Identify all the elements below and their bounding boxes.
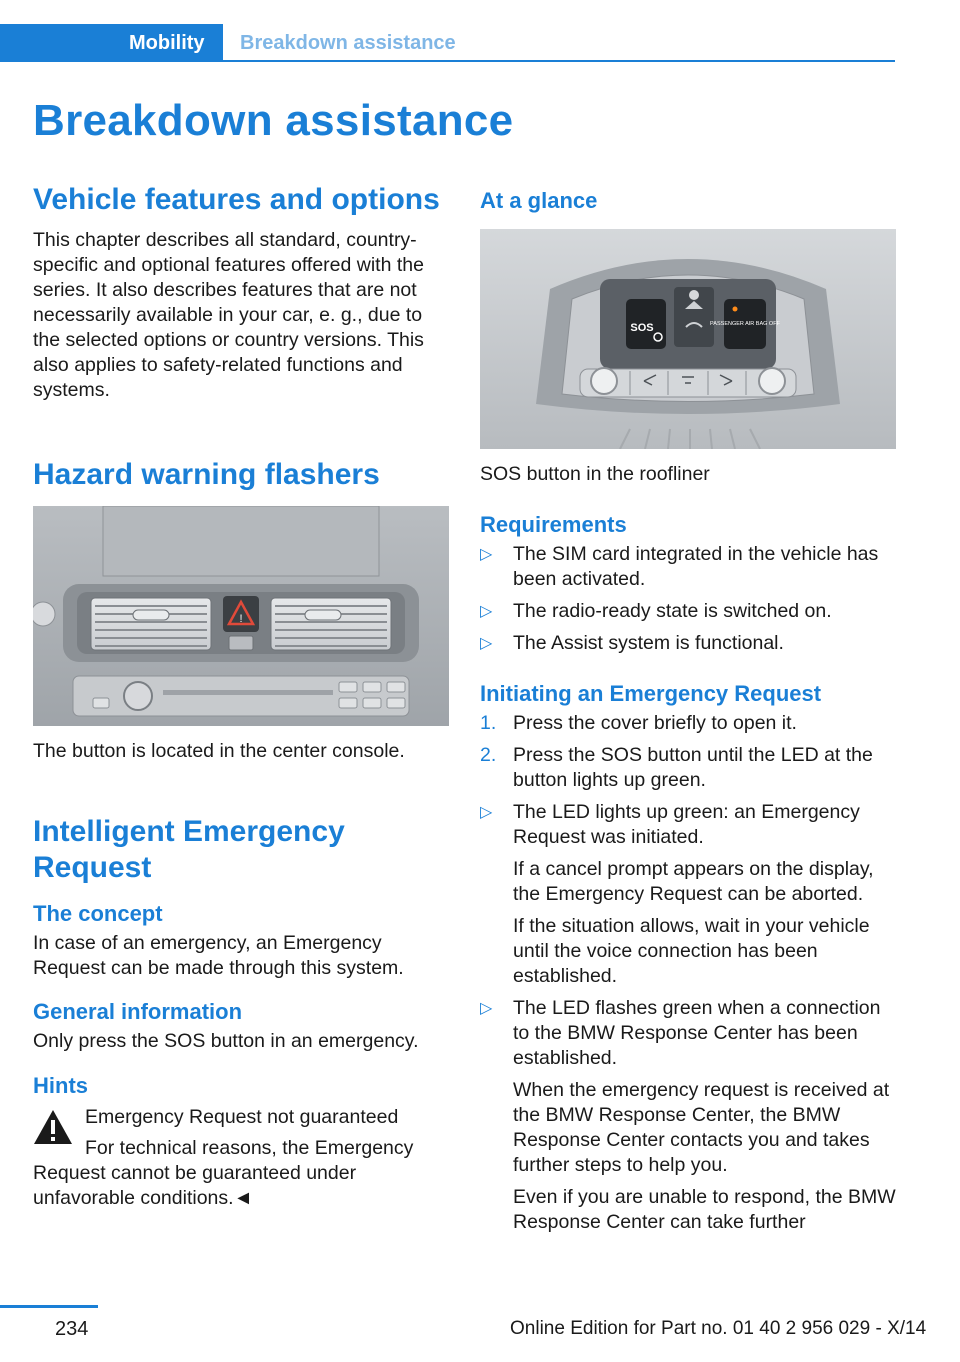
footer-rule xyxy=(0,1305,98,1308)
warning-title: Emergency Request not guaranteed xyxy=(85,1106,399,1128)
list-item: ▷ The radio-ready state is switched on. xyxy=(480,600,832,622)
warning-box xyxy=(33,1105,449,1211)
list-item: ▷ The SIM card integrated in the vehicle has been activated. xyxy=(480,543,879,590)
hints-heading: Hints xyxy=(33,1073,88,1098)
sos-button-label: SOS xyxy=(630,322,654,334)
roofliner-illustration xyxy=(480,229,896,449)
led-status-list xyxy=(480,800,896,1235)
triangle-right-icon: ▷ xyxy=(480,1000,493,1017)
triangle-right-icon: ▷ xyxy=(480,635,493,652)
page-header xyxy=(0,24,895,62)
concept-heading: The concept xyxy=(33,901,163,926)
vehicle-features-heading: Vehicle features and options xyxy=(33,183,440,216)
requirements-list xyxy=(480,542,896,656)
general-info-body: Only press the SOS button in an emergency. xyxy=(33,1030,419,1052)
hazard-caption: The button is located in the center console. xyxy=(33,740,405,762)
page-title: Breakdown assistance xyxy=(33,96,514,145)
triangle-right-icon: ▷ xyxy=(480,546,493,563)
at-a-glance-heading: At a glance xyxy=(480,188,598,213)
requirements-heading: Requirements xyxy=(480,512,627,537)
triangle-right-icon: ▷ xyxy=(480,804,493,821)
step-item: 1. Press the cover briefly to open it. xyxy=(480,712,797,734)
header-rule xyxy=(0,60,895,62)
list-item: ▷ The Assist system is functional. xyxy=(480,632,784,654)
sos-figure xyxy=(480,229,896,449)
center-console-illustration xyxy=(33,506,449,726)
emergency-heading: Intelligent Emergency Request xyxy=(33,815,345,884)
vehicle-features-body: This chapter describes all standard, country-specific and optional features offered with the series. It also describes features that are not necessarily available in your car, e. g., due to the selected options or country versions. This also applies to safety-related functions and systems. xyxy=(33,229,424,401)
warning-triangle-icon xyxy=(33,1109,73,1145)
steps-list xyxy=(480,711,896,793)
warning-body: For technical reasons, the Emergency Request cannot be guaranteed under unfavorable conditions.◄ xyxy=(33,1137,414,1209)
hazard-heading: Hazard warning flashers xyxy=(33,458,380,491)
sos-figure-caption: SOS button in the roofliner xyxy=(480,463,710,485)
header-section-tab: Mobility xyxy=(0,24,223,62)
list-item: ▷ The LED flashes green when a connection to the BMW Response Center has been established. When the emergency request is received at the BMW Response Center, the BMW Response Center contacts you and takes further steps to help you. Even if you are unable to respond, the BMW Response Center can take further xyxy=(480,997,896,1233)
general-info-heading: General information xyxy=(33,999,243,1024)
header-chapter-tab: Breakdown assistance xyxy=(240,32,456,54)
list-item: ▷ The LED lights up green: an Emergency Request was initiated. If a cancel prompt appears on the display, the Emergency Request can be aborted. If the situation allows, wait in your vehicle until the voice connection has been established. xyxy=(480,801,874,987)
right-column xyxy=(480,182,896,1235)
page-number: 234 xyxy=(55,1318,89,1340)
edition-note: Online Edition for Part no. 01 40 2 956 029 - X/14 xyxy=(510,1318,927,1339)
hazard-figure xyxy=(33,506,449,726)
step-item: 2. Press the SOS button until the LED at the button lights up green. xyxy=(480,744,873,791)
left-column xyxy=(33,182,449,1211)
svg-text:!: ! xyxy=(239,613,243,625)
triangle-right-icon: ▷ xyxy=(480,603,493,620)
airbag-off-label: PASSENGER AIR BAG OFF xyxy=(710,321,780,327)
initiating-heading: Initiating an Emergency Request xyxy=(480,681,822,706)
concept-body: In case of an emergency, an Emergency Request can be made through this system. xyxy=(33,932,404,979)
